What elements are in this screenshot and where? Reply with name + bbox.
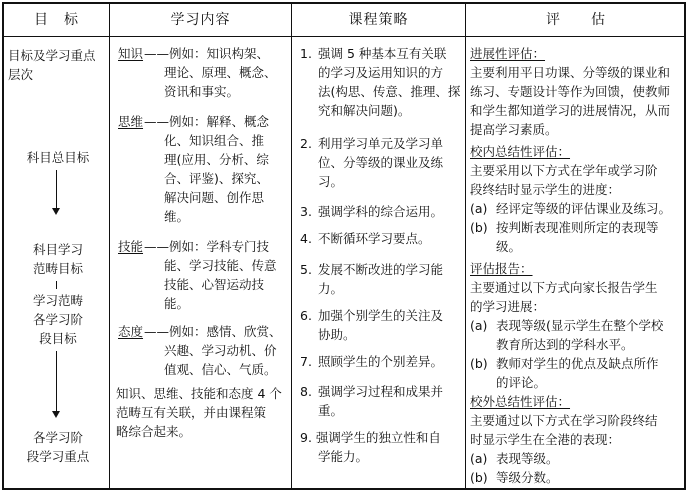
content-skills-line: 能、学习技能、传意 [164, 258, 277, 273]
strategy-number: 8. [300, 384, 312, 399]
eval-item-line: 教育所达到的学科水平。 [496, 337, 634, 352]
eval-line: 段终结时显示学生的进度： [470, 182, 621, 197]
eval-line: 练习、专题设计等作为回馈，使教师 [470, 84, 671, 99]
arrow-line [56, 351, 57, 413]
content-knowledge-line: 资讯和事实。 [164, 84, 240, 99]
header-content: 学习内容 [170, 12, 231, 28]
goal-stage-line1: 学习范畴 [32, 293, 83, 308]
strategy-line: 力。 [318, 281, 344, 296]
arrow-down-icon [52, 411, 60, 418]
eval-item-line: 表现等级(显示学生在整个学校 [496, 318, 664, 333]
content-attitude-line: ——例如：感情、欣赏、 [144, 324, 282, 339]
goal-domain-line2: 范畴目标 [32, 261, 83, 276]
goal-focus-line1: 各学习阶 [32, 430, 83, 445]
goal-top-line2: 层次 [8, 67, 34, 82]
strategy-line: 学能力。 [318, 449, 369, 464]
goal-top-line1: 目标及学习重点 [8, 48, 96, 63]
strategy-line: 习。 [318, 174, 344, 189]
curriculum-table [2, 2, 686, 490]
content-skills-line: ——例如：学科专门技 [144, 239, 270, 254]
eval-line: 时显示学生在全港的表现： [470, 432, 621, 447]
eval-item-line: 经评定等级的评估课业及练习。 [496, 201, 672, 216]
strategy-line: 利用学习单元及学习单 [318, 136, 444, 151]
strategy-line: 照顾学生的个别差异。 [318, 354, 444, 369]
eval-progress-title: 进展性评估： [470, 46, 546, 61]
eval-item-mark: (b) [470, 470, 488, 485]
strategy-number: 2. [300, 136, 312, 151]
strategy-line: 重。 [318, 403, 344, 418]
content-skills-line: 技能、心智运动技 [164, 277, 265, 292]
content-attitude-line: 值观、信心、气质。 [164, 362, 277, 377]
header-goal: 目 标 [34, 12, 79, 28]
goal-stage-line3: 段目标 [39, 331, 77, 346]
eval-external-title: 校外总结性评估： [470, 394, 571, 409]
goal-focus-line2: 段学习重点 [26, 449, 90, 464]
eval-item-line: 教师对学生的优点及缺点所作 [496, 356, 659, 371]
content-thinking-line: 解决问题、创作思 [164, 190, 265, 205]
strategy-number: 4. [300, 231, 312, 246]
header-strategy: 课程策略 [348, 12, 409, 28]
strategy-line: 究和解决问题)。 [318, 103, 411, 118]
content-skills-line: 能。 [164, 296, 190, 311]
eval-item-line: 级。 [496, 239, 522, 254]
content-thinking-line: 化、知识组合、推 [164, 133, 265, 148]
eval-line: 主要通过以下方式向家长报告学生 [470, 280, 658, 295]
strategy-line: 协助。 [318, 327, 356, 342]
strategy-line: 发展不断改进的学习能 [318, 262, 444, 277]
eval-item-line: 按判断表现准则所定的表现等 [496, 220, 659, 235]
content-thinking-label: 思维 [118, 114, 144, 129]
eval-line: 主要通过以下方式在学习阶段终结 [470, 413, 658, 428]
content-thinking-line: 理(应用、分析、综 [164, 152, 269, 167]
strategy-line: 强调学习过程和成果并 [318, 384, 444, 399]
strategy-line: 的学习及运用知识的方 [318, 65, 444, 80]
eval-item-mark: (a) [470, 318, 488, 333]
content-thinking-line: 维。 [164, 209, 190, 224]
arrow-line [56, 281, 57, 289]
column-divider [465, 4, 466, 488]
eval-item-mark: (a) [470, 451, 488, 466]
eval-report-title: 评估报告： [470, 261, 533, 276]
eval-line: 主要采用以下方式在学年或学习阶 [470, 163, 658, 178]
eval-item-mark: (b) [470, 220, 488, 235]
content-knowledge-line: 理论、原理、概念、 [164, 65, 277, 80]
strategy-line: 加强个别学生的关注及 [318, 308, 444, 323]
eval-internal-title: 校内总结性评估： [470, 144, 571, 159]
content-knowledge-line: ——例如：知识构架、 [144, 46, 270, 61]
goal-stage-line2: 各学习阶 [32, 312, 83, 327]
eval-item-line: 表现等级。 [496, 451, 559, 466]
strategy-line: 位、分等级的课业及练 [318, 155, 444, 170]
content-thinking-line: ——例如：解释、概念 [144, 114, 270, 129]
content-summary-line: 范畴互有关联，并由课程策 [116, 405, 267, 420]
arrow-down-icon [52, 208, 60, 215]
content-summary-line: 知识、思维、技能和态度 4 个 [116, 386, 282, 401]
strategy-line: 强调学科的综合运用。 [318, 204, 444, 219]
content-summary-line: 略综合起来。 [116, 424, 192, 439]
eval-line: 提高学习素质。 [470, 122, 558, 137]
goal-subject: 科目总目标 [26, 150, 90, 165]
content-thinking-line: 合、评鉴)、探究、 [164, 171, 269, 186]
arrow-line [56, 170, 57, 210]
content-skills-label: 技能 [118, 239, 144, 254]
strategy-line: 强调 5 种基本互有关联 [318, 46, 447, 61]
strategy-number: 7. [300, 354, 312, 369]
strategy-number: 1. [300, 46, 312, 61]
column-divider [291, 4, 292, 488]
eval-line: 主要利用平日功课、分等级的课业和 [470, 65, 671, 80]
strategy-number: 5. [300, 262, 312, 277]
strategy-line: 不断循环学习要点。 [318, 231, 431, 246]
strategy-9-line: 9. 强调学生的独立性和自 [300, 430, 441, 445]
eval-item-line: 的评论。 [496, 375, 547, 390]
strategy-number: 6. [300, 308, 312, 323]
strategy-line: 法(构思、传意、推理、探 [318, 84, 461, 99]
eval-line: 的学习进展： [470, 299, 546, 314]
content-attitude-line: 兴趣、学习动机、价 [164, 343, 277, 358]
eval-line: 和学生都知道学习的进展情况，从而 [470, 103, 671, 118]
eval-item-mark: (b) [470, 356, 488, 371]
goal-domain-line1: 科目学习 [32, 242, 83, 257]
content-attitude-label: 态度 [118, 324, 144, 339]
content-knowledge-label: 知识 [118, 46, 144, 61]
eval-item-line: 等级分数。 [496, 470, 559, 485]
header-evaluation: 评 估 [546, 12, 606, 28]
header-divider [4, 36, 684, 37]
strategy-number: 3. [300, 204, 312, 219]
column-divider [109, 4, 110, 488]
eval-item-mark: (a) [470, 201, 488, 216]
